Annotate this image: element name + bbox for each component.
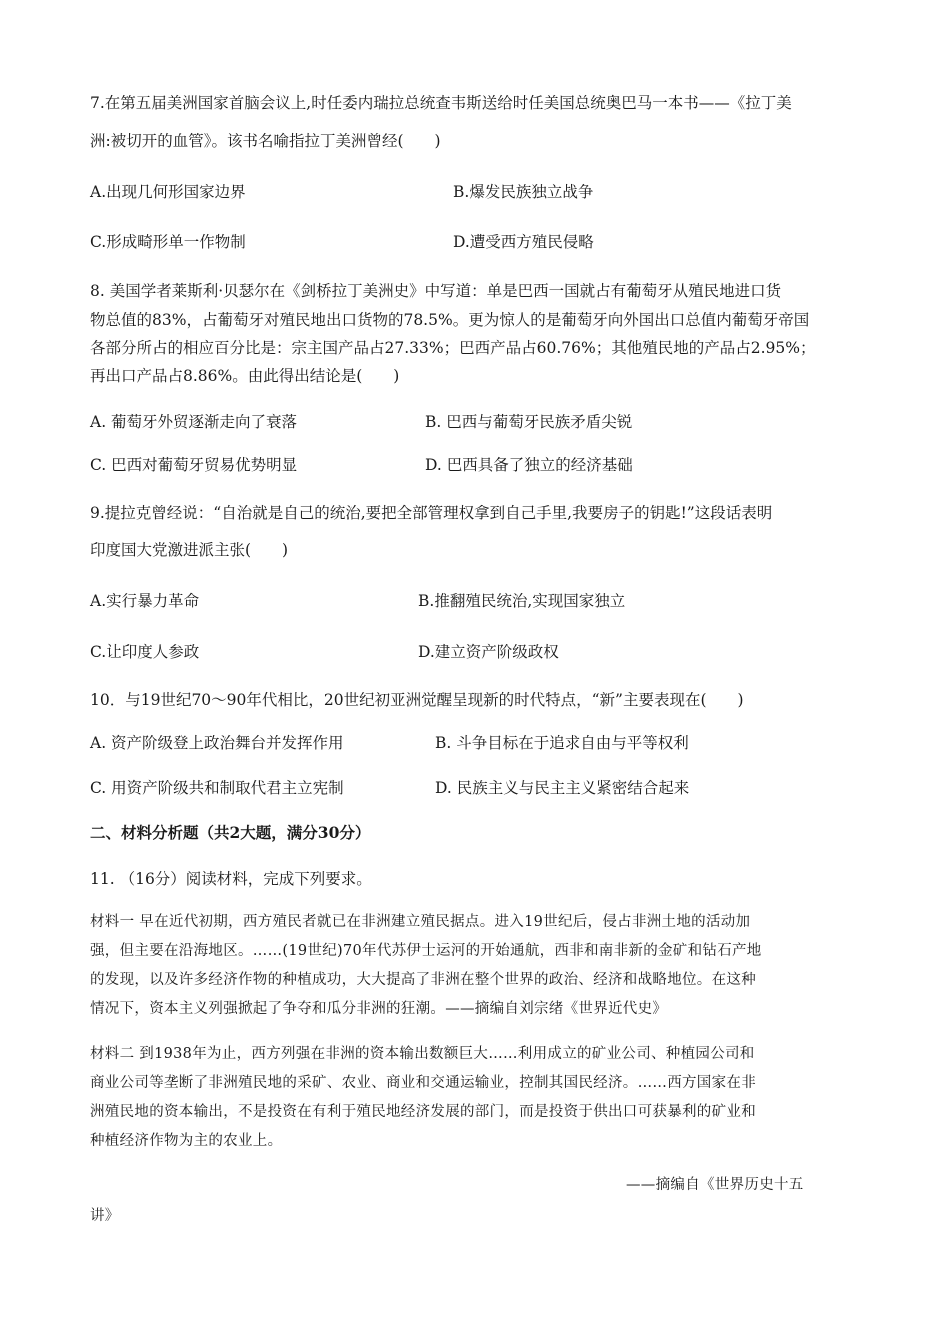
material-1-line: 材料一 早在近代初期，西方殖民者就已在非洲建立殖民据点。进入19世纪后，侵占非洲土地的活动加 xyxy=(90,914,751,930)
q8-option-d[interactable]: D. 巴西具备了独立的经济基础 xyxy=(425,456,633,474)
q11-title: 11. （16分）阅读材料，完成下列要求。 xyxy=(90,870,372,888)
q7-stem-line2: 洲:被切开的血管》。该书名喻指拉丁美洲曾经( ) xyxy=(90,132,441,150)
material-2-line: 商业公司等垄断了非洲殖民地的采矿、农业、商业和交通运输业，控制其国民经济。……西方国家在非 xyxy=(90,1075,756,1091)
q10-stem-line1: 10．与19世纪70～90年代相比，20世纪初亚洲觉醒呈现新的时代特点，“新”主要表现在( ) xyxy=(90,691,744,709)
material-2-source-cont: 讲》 xyxy=(90,1208,120,1224)
q7-option-b[interactable]: B.爆发民族独立战争 xyxy=(453,183,594,201)
q8-stem-line3: 各部分所占的相应百分比是：宗主国产品占27.33%；巴西产品占60.76%；其他殖民地的产品占2.95%； xyxy=(90,339,816,357)
q8-option-c[interactable]: C. 巴西对葡萄牙贸易优势明显 xyxy=(90,456,298,474)
material-1-line: 情况下，资本主义列强掀起了争夺和瓜分非洲的狂潮。——摘编自刘宗绪《世界近代史》 xyxy=(90,1001,668,1017)
material-2-source: ——摘编自《世界历史十五 xyxy=(626,1177,804,1193)
q10-option-d[interactable]: D. 民族主义与民主主义紧密结合起来 xyxy=(435,779,690,797)
q7-stem-line1: 7.在第五届美洲国家首脑会议上,时任委内瑞拉总统查韦斯送给时任美国总统奥巴马一本书——《拉丁美 xyxy=(90,94,792,112)
q10-option-b[interactable]: B. 斗争目标在于追求自由与平等权利 xyxy=(435,734,689,752)
q10-option-c[interactable]: C. 用资产阶级共和制取代君主立宪制 xyxy=(90,779,344,797)
material-2-line: 材料二 到1938年为止，西方列强在非洲的资本输出数额巨大……利用成立的矿业公司、种植园公司和 xyxy=(90,1046,755,1062)
q10-option-a[interactable]: A. 资产阶级登上政治舞台并发挥作用 xyxy=(90,734,344,752)
q9-option-b[interactable]: B.推翻殖民统治,实现国家独立 xyxy=(418,592,626,610)
q9-option-c[interactable]: C.让印度人参政 xyxy=(90,643,200,661)
material-1-line: 的发现，以及许多经济作物的种植成功，大大提高了非洲在整个世界的政治、经济和战略地位。在这种 xyxy=(90,972,756,988)
q9-option-d[interactable]: D.建立资产阶级政权 xyxy=(418,643,559,661)
q8-stem-line1: 8. 美国学者莱斯利·贝瑟尔在《剑桥拉丁美洲史》中写道：单是巴西一国就占有葡萄牙从殖民地进口货 xyxy=(90,282,782,300)
q7-option-a[interactable]: A.出现几何形国家边界 xyxy=(90,183,246,201)
material-1-line: 强，但主要在沿海地区。……(19世纪)70年代苏伊士运河的开始通航，西非和南非新的金矿和钻石产地 xyxy=(90,943,762,959)
q7-option-d[interactable]: D.遭受西方殖民侵略 xyxy=(453,233,594,251)
section-2-heading: 二、材料分析题（共2大题，满分30分） xyxy=(90,823,371,842)
q9-stem-line2: 印度国大党激进派主张( ) xyxy=(90,541,289,559)
material-2-line: 种植经济作物为主的农业上。 xyxy=(90,1133,283,1149)
material-2-line: 洲殖民地的资本输出，不是投资在有利于殖民地经济发展的部门，而是投资于供出口可获暴利的矿业和 xyxy=(90,1104,756,1120)
q8-stem-line4: 再出口产品占8.86%。由此得出结论是( ) xyxy=(90,367,400,385)
q9-option-a[interactable]: A.实行暴力革命 xyxy=(90,592,200,610)
q7-option-c[interactable]: C.形成畸形单一作物制 xyxy=(90,233,246,251)
q8-option-b[interactable]: B. 巴西与葡萄牙民族矛盾尖锐 xyxy=(425,413,633,431)
q8-option-a[interactable]: A. 葡萄牙外贸逐渐走向了衰落 xyxy=(90,413,298,431)
q9-stem-line1: 9.提拉克曾经说：“自治就是自己的统治,要把全部管理权拿到自己手里,我要房子的钥匙!”这段话表明 xyxy=(90,504,773,522)
q8-stem-line2: 物总值的83%，占葡萄牙对殖民地出口货物的78.5%。更为惊人的是葡萄牙向外国出口总值内葡萄牙帝国 xyxy=(90,311,810,329)
